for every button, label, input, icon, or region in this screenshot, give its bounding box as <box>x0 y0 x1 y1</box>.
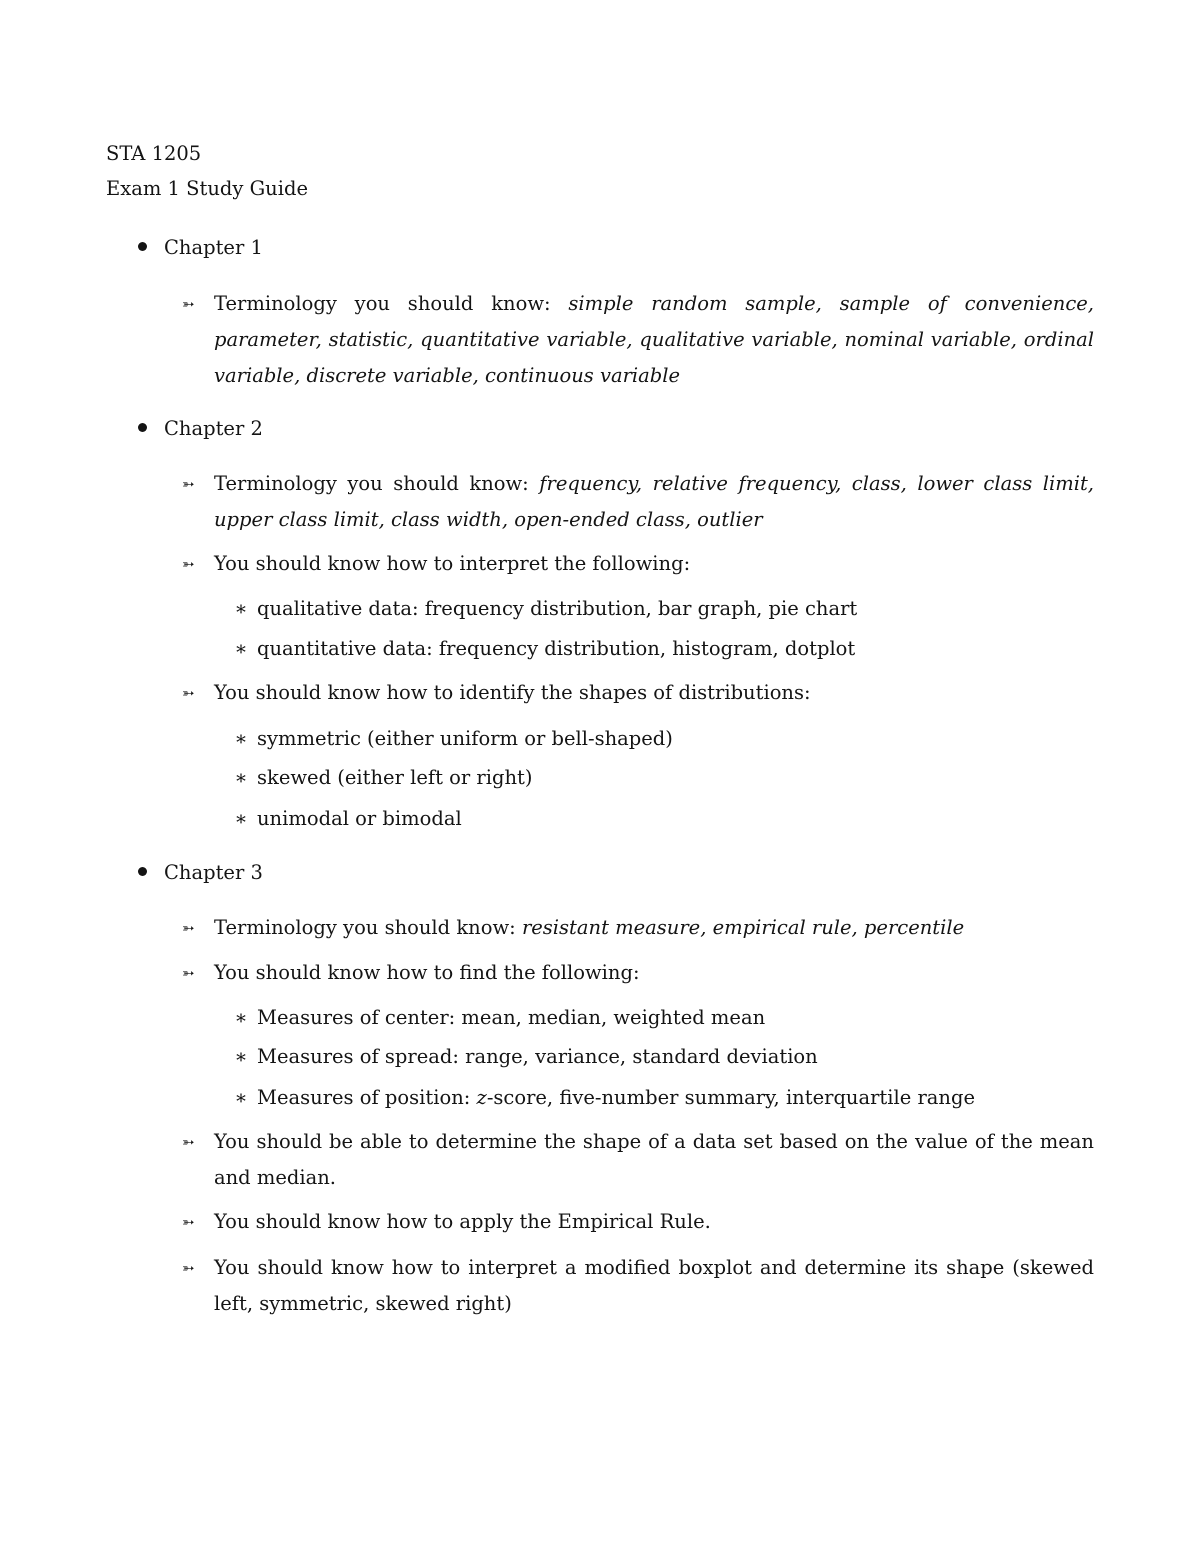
arrow-icon: ➳ <box>182 684 192 702</box>
list-item: ➳ Terminology you should know: resistant measure, empirical rule, percentile <box>182 910 1094 946</box>
asterisk-icon: ∗ <box>234 1086 248 1109</box>
list-item: ➳ You should be able to determine the shape of a data set based on the value of the mean and median. <box>182 1124 1094 1196</box>
arrow-icon: ➳ <box>182 1259 192 1277</box>
asterisk-icon: ∗ <box>234 597 248 620</box>
arrow-icon: ➳ <box>182 1133 192 1151</box>
asterisk-icon: ∗ <box>234 766 248 789</box>
sub-list-item: ∗ unimodal or bimodal <box>233 801 462 837</box>
list-item: ➳ You should know how to interpret the following: <box>182 546 1094 582</box>
course-code: STA 1205 <box>106 142 202 165</box>
sub-list-item: ∗ skewed (either left or right) <box>233 760 532 796</box>
list-item: ➳ You should know how to interpret a modified boxplot and determine its shape (skewed left, symmetric, skewed right) <box>182 1250 1094 1322</box>
arrow-icon: ➳ <box>182 919 192 937</box>
sub-list-item: ∗ Measures of spread: range, variance, standard deviation <box>233 1039 818 1075</box>
asterisk-icon: ∗ <box>234 1045 248 1068</box>
sub-list-item: ∗ symmetric (either uniform or bell-shaped) <box>233 721 673 757</box>
asterisk-icon: ∗ <box>234 807 248 830</box>
list-item: ➳ Terminology you should know: simple random sample, sample of convenience, parameter, statistic, quantitative variable, qualitative variable, nominal variable, ordinal variable, discrete variable, continuous variable <box>182 286 1094 394</box>
asterisk-icon: ∗ <box>234 727 248 750</box>
arrow-icon: ➳ <box>182 555 192 573</box>
list-item: ➳ You should know how to find the following: <box>182 955 1094 991</box>
chapter-heading-2: Chapter 2 <box>138 411 263 447</box>
bullet-icon <box>138 867 147 876</box>
asterisk-icon: ∗ <box>234 1006 248 1029</box>
sub-list-item: ∗ qualitative data: frequency distribution, bar graph, pie chart <box>233 591 857 627</box>
sub-list-item: ∗ Measures of position: z-score, five-number summary, interquartile range <box>233 1080 975 1116</box>
arrow-icon: ➳ <box>182 475 192 493</box>
list-item: ➳ You should know how to identify the shapes of distributions: <box>182 675 1094 711</box>
list-item: ➳ Terminology you should know: frequency, relative frequency, class, lower class limit, upper class limit, class width, open-ended class, outlier <box>182 466 1094 538</box>
bullet-icon <box>138 423 147 432</box>
page-title: Exam 1 Study Guide <box>106 177 308 200</box>
sub-list-item: ∗ quantitative data: frequency distribution, histogram, dotplot <box>233 631 855 667</box>
chapter-heading-3: Chapter 3 <box>138 855 263 891</box>
asterisk-icon: ∗ <box>234 637 248 660</box>
arrow-icon: ➳ <box>182 964 192 982</box>
chapter-heading-1: Chapter 1 <box>138 230 263 266</box>
bullet-icon <box>138 242 147 251</box>
arrow-icon: ➳ <box>182 1213 192 1231</box>
list-item: ➳ You should know how to apply the Empirical Rule. <box>182 1204 1094 1240</box>
sub-list-item: ∗ Measures of center: mean, median, weighted mean <box>233 1000 765 1036</box>
arrow-icon: ➳ <box>182 295 192 313</box>
